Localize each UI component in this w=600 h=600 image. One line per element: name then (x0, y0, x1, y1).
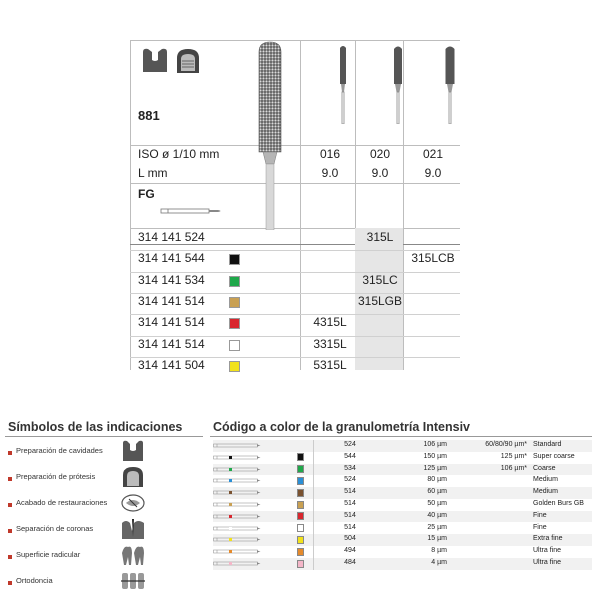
grit-name: Coarse (533, 464, 556, 472)
bur-shank-icon (213, 526, 261, 531)
row-divider (130, 293, 460, 294)
article-number: 314 141 514 (138, 293, 205, 308)
grid-line (130, 228, 460, 229)
bur-outline-016 (338, 44, 348, 124)
column-divider (313, 511, 314, 523)
grit-color-swatch (229, 276, 240, 287)
grit-size: 8 µm (431, 547, 447, 555)
grit-row (213, 487, 592, 499)
grit-color-swatch (229, 340, 240, 351)
article-code-cell: 5315L (313, 357, 347, 372)
length-016: 9.0 (321, 166, 339, 180)
article-code-cell: 315LGB (357, 293, 403, 308)
bur-shank-icon (213, 502, 261, 507)
grit-name: Super coarse (533, 452, 575, 460)
column-divider (313, 546, 314, 558)
grit-name: Medium (533, 476, 558, 484)
grit-color-swatch (297, 501, 304, 509)
grit-size: 4 µm (431, 559, 447, 566)
grit-code: 494 (344, 547, 356, 555)
finishing-icon (120, 491, 146, 515)
column-divider (313, 475, 314, 487)
grid-line (130, 40, 131, 370)
grit-name: Fine (533, 511, 547, 519)
article-number: 314 141 534 (138, 272, 205, 287)
grit-color-swatch (229, 318, 240, 329)
grit-code: 514 (344, 523, 356, 531)
row-divider (130, 336, 460, 337)
cavity-prep-icon (140, 46, 170, 76)
grit-code: 514 (344, 511, 356, 519)
bur-shank-icon (213, 537, 261, 542)
indications-title: Símbolos de las indicaciones (8, 420, 183, 434)
grit-size: 25 µm (427, 523, 447, 531)
bur-shank-icon (213, 549, 261, 554)
column-divider (313, 499, 314, 511)
grid-line (300, 40, 301, 370)
row-divider (130, 314, 460, 315)
grit-color-swatch (297, 489, 304, 497)
grit-row (213, 452, 592, 464)
grit-name: Fine (533, 523, 547, 531)
grit-color-swatch (297, 465, 304, 473)
article-code-cell: 3315L (313, 336, 347, 351)
grit-name: Medium (533, 488, 558, 496)
grit-row (213, 475, 592, 487)
article-code-cell: 315L (366, 230, 394, 244)
length-021: 9.0 (424, 166, 442, 180)
prosthesis-prep-icon (173, 46, 203, 76)
divider (210, 436, 592, 437)
grit-color-swatch (297, 512, 304, 520)
grit-size: 150 µm (423, 452, 447, 460)
size-021: 021 (422, 147, 444, 161)
grit-name: Standard (533, 441, 562, 448)
grit-row (213, 464, 592, 476)
bur-shank-icon (213, 490, 261, 495)
column-divider (313, 464, 314, 476)
grit-size: 80 µm (427, 476, 447, 484)
bullet (8, 451, 12, 455)
row-divider (130, 272, 460, 273)
column-divider (313, 534, 314, 546)
grit-name: Extra fine (533, 535, 563, 543)
article-number: 314 141 514 (138, 315, 205, 330)
grit-code: 514 (344, 500, 356, 507)
indication-item (8, 497, 204, 517)
grit-color-swatch (297, 548, 304, 556)
indication-item (8, 445, 204, 465)
grit-color-swatch (229, 297, 240, 308)
column-divider (313, 452, 314, 464)
prosthesis-prep-icon (120, 465, 146, 489)
bur-shank-icon (213, 561, 261, 566)
indication-label: Acabado de restauraciones (16, 498, 108, 507)
grit-row (213, 534, 592, 546)
article-number: 314 141 514 (138, 336, 205, 351)
grit-row (213, 440, 592, 452)
bur-illustration (255, 40, 285, 230)
column-divider (313, 558, 314, 570)
grit-row (213, 511, 592, 523)
bur-shank-icon (213, 455, 261, 460)
column-divider (313, 487, 314, 499)
size-020: 020 (369, 147, 391, 161)
bur-shank-icon (213, 443, 261, 448)
grit-size: 40 µm (427, 511, 447, 519)
grit-row (213, 546, 592, 558)
row-divider (130, 250, 460, 251)
grit-size: 15 µm (427, 535, 447, 543)
indication-label: Ortodoncia (16, 576, 53, 585)
grid-line (130, 40, 460, 41)
grit-color-swatch (229, 254, 240, 265)
indication-item (8, 575, 204, 595)
grit-size: 60 µm (427, 488, 447, 496)
grit-code: 524 (344, 476, 356, 484)
model-number: 881 (138, 108, 160, 123)
bullet (8, 529, 12, 533)
bullet (8, 581, 12, 585)
root-surface-icon (120, 543, 146, 567)
article-number: 314 141 544 (138, 251, 205, 266)
bur-shank-icon (213, 514, 261, 519)
indication-label: Preparación de cavidades (16, 446, 103, 455)
orthodontics-icon (120, 569, 146, 593)
bullet (8, 555, 12, 559)
grit-size: 125 µm (423, 464, 447, 472)
grid-line (130, 145, 460, 146)
grit-row (213, 558, 592, 570)
grit-code: 514 (344, 488, 356, 496)
grit-name: Ultra fine (533, 547, 562, 555)
bur-shank-icon (213, 478, 261, 483)
grit-color-swatch (297, 524, 304, 532)
divider (5, 436, 203, 437)
indication-item (8, 523, 204, 543)
row-divider (130, 357, 460, 358)
article-code-cell: 315LC (362, 272, 398, 287)
grit-color-swatch (297, 477, 304, 485)
grit-row (213, 499, 592, 511)
grit-size-alt: 106 µm* (500, 464, 527, 472)
grit-size-alt: 60/80/90 µm* (485, 441, 527, 448)
grit-color-swatch (297, 453, 304, 461)
bullet (8, 477, 12, 481)
article-code-cell: 315LCB (411, 251, 455, 266)
grit-name: Golden Burs GB (533, 500, 584, 507)
column-divider (313, 523, 314, 535)
bur-shank-icon (213, 467, 261, 472)
grit-color-swatch (297, 536, 304, 544)
grit-color-swatch (229, 361, 240, 372)
shank-label: FG (138, 187, 155, 201)
grit-code: 534 (344, 464, 356, 472)
cavity-prep-icon (120, 439, 146, 463)
article-number: 314 141 504 (138, 357, 205, 372)
grit-size-alt: 125 µm* (500, 452, 527, 460)
grit-code: 504 (344, 535, 356, 543)
grid-line (130, 183, 460, 184)
grit-color-swatch (297, 560, 304, 568)
indication-label: Superficie radicular (16, 550, 81, 559)
grit-code: 524 (344, 441, 356, 448)
size-016: 016 (319, 147, 341, 161)
iso-label: ISO ø 1/10 mm (138, 147, 220, 161)
length-label: L mm (138, 166, 168, 180)
grit-code: 484 (344, 559, 356, 566)
length-020: 9.0 (371, 166, 389, 180)
indication-item (8, 471, 204, 491)
indication-label: Preparación de prótesis (16, 472, 96, 481)
indication-label: Separación de coronas (16, 524, 94, 533)
grid-line (130, 244, 460, 245)
article-number: 314 141 524 (138, 230, 205, 244)
grit-size: 50 µm (427, 500, 447, 507)
article-code-cell: 4315L (313, 315, 347, 330)
grit-row (213, 523, 592, 535)
bur-outline-021 (444, 44, 456, 124)
crown-separation-icon (120, 517, 146, 541)
column-divider (313, 440, 314, 452)
grit-name: Ultra fine (533, 559, 562, 566)
grit-code: 544 (344, 452, 356, 460)
bullet (8, 503, 12, 507)
grit-size: 106 µm (423, 441, 447, 448)
grit-title: Código a color de la granulometría Intensiv (213, 420, 470, 434)
bur-outline-020 (392, 44, 404, 124)
indication-item (8, 549, 204, 569)
fg-shank-icon (160, 206, 226, 216)
